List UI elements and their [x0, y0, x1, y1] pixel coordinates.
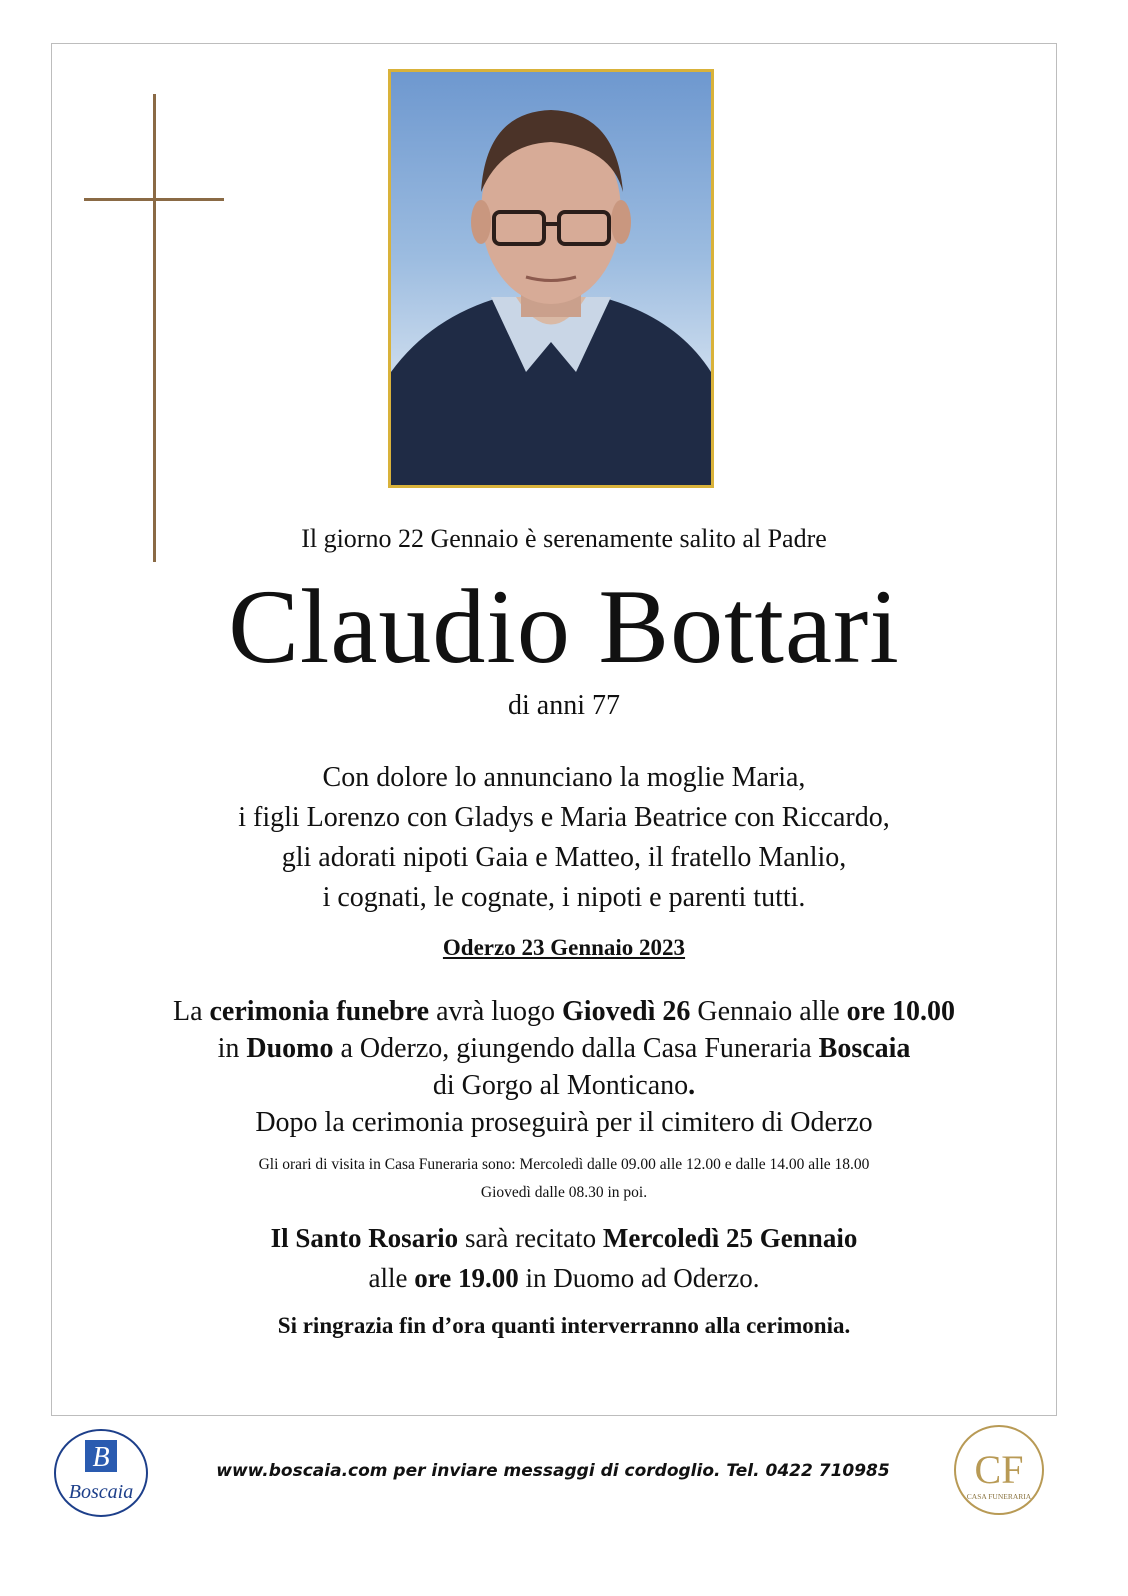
deceased-name: Claudio Bottari [228, 568, 900, 685]
portrait-photo [388, 69, 714, 488]
footer-contact: www.boscaia.com per inviare messaggi di cordoglio. Tel. 0422 710985 [216, 1461, 890, 1481]
cross-icon [153, 94, 156, 562]
date-line [0, 935, 1128, 961]
thanks-text: Si ringrazia fin d’ora quanti interverranno alla cerimonia. [277, 1313, 851, 1338]
family-line: gli adorati nipoti Gaia e Matteo, il fratello Manlio, [281, 842, 847, 873]
svg-text:CASA FUNERARIA: CASA FUNERARIA [966, 1492, 1032, 1501]
date-line-text: Oderzo 23 Gennaio 2023 [442, 935, 686, 960]
ceremony-line: in Duomo a Oderzo, giungendo dalla Casa Funeraria Boscaia [217, 1033, 911, 1064]
family-announcement [0, 758, 1128, 918]
ceremony-block [0, 993, 1128, 1141]
ceremony-line: Dopo la cerimonia proseguirà per il cimitero di Oderzo [255, 1107, 873, 1138]
rosary-line: Il Santo Rosario sarà recitato Mercoledì 25 Gennaio [270, 1223, 858, 1253]
svg-text:CF: CF [974, 1447, 1024, 1492]
ceremony-line: di Gorgo al Monticano. [432, 1070, 696, 1101]
intro-text: Il giorno 22 Gennaio è serenamente salito al Padre [301, 524, 827, 553]
visiting-hours [0, 1151, 1128, 1207]
family-line: i figli Lorenzo con Gladys e Maria Beatrice con Riccardo, [238, 802, 890, 833]
ceremony-line: La cerimonia funebre avrà luogo Giovedì 26 Gennaio alle ore 10.00 [172, 996, 956, 1027]
visiting-line: Gli orari di visita in Casa Funeraria sono: Mercoledì dalle 09.00 alle 12.00 e dalle 14.00 alle 18.00 [258, 1156, 870, 1173]
svg-text:Boscaia: Boscaia [68, 1481, 134, 1503]
family-line: i cognati, le cognate, i nipoti e parenti tutti. [322, 882, 806, 913]
age-text: di anni 77 [508, 690, 620, 721]
cross-icon-bar [84, 198, 224, 201]
svg-text:B: B [92, 1442, 110, 1473]
family-line: Con dolore lo annunciano la moglie Maria, [322, 762, 806, 793]
rosary-line: alle ore 19.00 in Duomo ad Oderzo. [368, 1263, 760, 1293]
rosary-block [0, 1218, 1128, 1298]
visiting-line: Giovedì dalle 08.30 in poi. [480, 1184, 648, 1201]
casa-funeraria-logo [950, 1423, 1048, 1521]
